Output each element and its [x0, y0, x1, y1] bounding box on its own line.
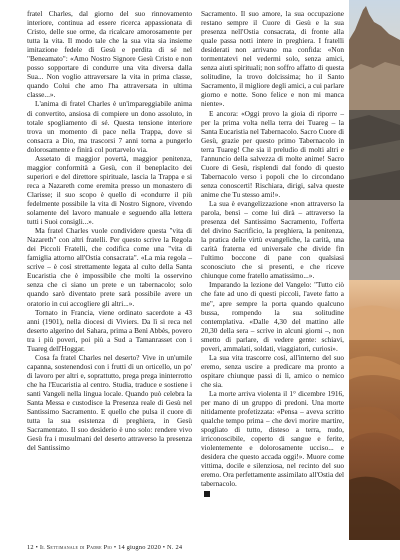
paragraph: La sua è evangelizzazione «non attraverso la parola, bensì – come lui dirà – attraverso la presenza del Santissimo Sacramento, l'offerta del divino Sacrificio, la preghiera, la penitenza, la pratica delle virtù evangeliche, la carità, una carità fraterna ed universale che divide fin l'ultimo boccone di pane con qualsiasi sconosciuto che si presenti, e che riceve chiunque come fratello amatissimo...». — [201, 198, 344, 281]
paragraph: L'anima di fratel Charles è un'impareggiabile anima di convertito, ansiosa di compiere un dono assoluto, in totale spogliamento di sé. Questa tensione interiore trova un momento di pace nella Trappa, dove si consacra a Dio, ma trascorsi 7 anni torna a pungerlo dolorosamente e finirà col portarvelo via. — [27, 99, 192, 154]
footer-separator: • — [162, 544, 166, 551]
desert-photo — [349, 0, 400, 540]
desert-landscape-image — [349, 0, 400, 540]
paragraph: Assetato di maggior povertà, maggior penitenza, maggior conformità a Gesù, con il beneplacito dei superiori e del direttore spirituale, lascia la Trappa e si reca a Nazareth come eremita presso un monastero di Clarisse; il suo scopo è quello di «condurre il più fedelmente possibile la vita di Nostro Signore, vivendo solamente del lavoro manuale e seguendo alla lettera tutti i Suoi consigli...». — [27, 153, 192, 227]
paragraph: Cosa fa fratel Charles nel deserto? Vive in un'umile capanna, sostenendosi con i frutti di un orticello, un po' di lavoro per altri e, soprattutto, prega prega ininterrotto che ha l'Eucaristia al centro. Studia, traduce e sostiene i santi Vangeli nella lingua locale. Quando può celebra la Santa Messa e custodisce la Presenza reale di Gesù nel Santissimo Sacramento. E quello che pulsa il cuore di tutta la sua esistenza di preghiera, in Gesù Sacramentato. Il suo desiderio è uno solo: rendere vivo Gesù fra i musulmani del deserto attraverso la presenza del Santissimo — [27, 352, 192, 453]
paragraph: Tornato in Francia, viene ordinato sacerdote a 43 anni (1901), nella diocesi di Viviers. Da lì si reca nel deserto algerino del Sahara, prima a Benì Abbès, povero tra i più poveri, poi più a Sud a Tamanrasset con i Tuareg dell'Hoggar. — [27, 307, 192, 353]
page-number: 12 — [27, 544, 34, 551]
paragraph: fratel Charles, dal giorno del suo rinnovamento interiore, continua ad essere ricerca appassionata di Cristo, delle sue orme, da ricalcare amorosamente per tutta la vita. Il modo tale che la sua vita sia insieme imitazione fedele di Gesù e perdita di sé nel "Beneamato": «Amo Nostro Signore Gesù Cristo e non posso sopportare di condurre una vita diversa dalla Sua... Non voglio attraversare la vita in prima classe, quando Colui che amo l'ha attraversata in ultima classe...». — [27, 9, 192, 100]
left-text-column — [27, 9, 192, 452]
issue-number: N. 24 — [167, 544, 183, 551]
issue-date: 14 giugno 2020 — [118, 544, 161, 551]
end-of-article-mark — [204, 491, 210, 497]
page-footer — [27, 544, 357, 551]
footer-separator: • — [35, 544, 39, 551]
paragraph: Sacramento. Il suo amore, la sua occupazione restano sempre il Cuore di Gesù e la sua presenza nell'Ostia consacrata, di fronte alla quale passa notti intere in preghiera. I fratelli desiderati non arrivano ma confida: «Non tormentatevi nel vedermi solo, senza amici, senza aiuti spirituali; non soffro affatto di questa solitudine, la trovo dolcissima; ho il Santo Sacramento, il migliore degli amici, a cui parlare giorno e notte. Sono felice e non mi manca niente». — [201, 9, 344, 109]
right-text-column — [201, 9, 344, 498]
paragraph: E ancora: «Oggi provo la gioia di riporre – per la prima volta nella terra dei Tuareg – la Santa Eucaristia nel Tabernacolo. Sacro Cuore di Gesù, grazie per questo primo Tabernacolo in terra Tuareg! Che sia il preludio di molti altri e l'annuncio della salvezza di molte anime! Sacro Cuore di Gesù, risplendi dal fondo di questo Tabernacolo verso i popoli che lo circondano senza conoscerti! Rischiara, dirigi, salva queste anime che Tu stesso ami!». — [201, 108, 345, 199]
magazine-name: Il Settimanale di Padre Pio — [39, 544, 112, 551]
paragraph: Imparando la lezione del Vangelo: "Tutto ciò che fate ad uno di questi piccoli, l'avete fatto a me", apre sempre la porta quando qualcuno bussa, rompendo la sua solitudine contemplativa. «Dalle 4,30 del mattino alle 20,30 della sera – scrive in alcuni giorni –, non smetto di parlare, di vedere gente: schiavi, poveri, ammalati, soldati, viaggiatori, curiosi». — [201, 280, 344, 353]
paragraph: La morte arriva violenta il 1° dicembre 1916, per mano di un gruppo di predoni. Una morte nitidamente profetizzata: «Pensa – aveva scritto qualche tempo prima – che devi morire martire, spogliato di tutto, disteso a terra, nudo, irriconoscibile, coperto di sangue e ferite, violentemente e dolorosamente ucciso... e desidera che questo accada oggi!». Muore come vittima, docile e silenziosa, nel recinto del suo eremo. Ora perfettamente assimilato all'Ostia del tabernacolo. — [201, 388, 344, 489]
paragraph: Ma fratel Charles vuole condividere questa "vita di Nazareth" con altri fratelli. Per questo scrive la Regola dei Piccoli Fratelli, che codifica come una "vita di famiglia attorno all'Ostia consacrata". «La mia regola – scrive – è così strettamente legata al culto della Santa Eucaristia che è impossibile che molti la osservino senza che ci siano un prete e un tabernacolo; solo quando sarò diventato prete sarà possibile avere un oratorio in cui accogliere gli altri...». — [27, 226, 192, 308]
footer-separator: • — [113, 544, 117, 551]
paragraph: La sua vita trascorre così, all'interno del suo eremo, senza uscire a predicare ma pronto a ospitare chiunque passi di lì, amico o nemico che sia. — [201, 352, 344, 389]
